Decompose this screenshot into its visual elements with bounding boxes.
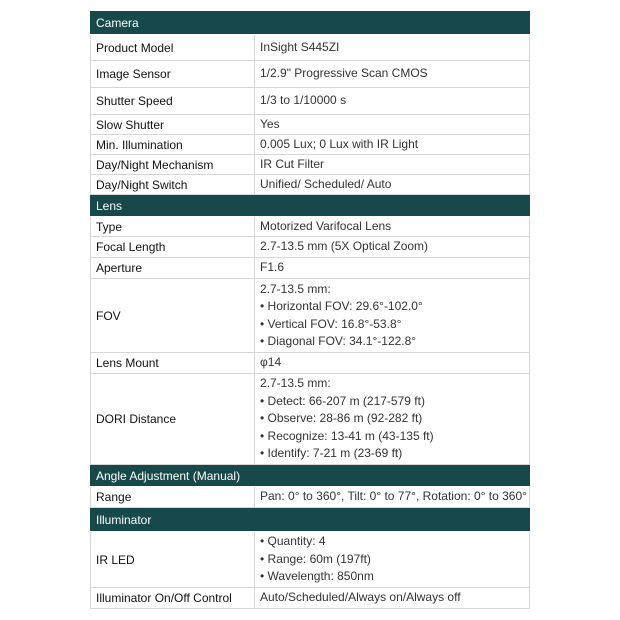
spec-row: [90, 135, 530, 155]
spec-value-line: 1/3 to 1/10000 s: [260, 93, 347, 108]
spec-label: Day/Night Switch: [91, 175, 255, 194]
spec-row: [90, 279, 530, 353]
spec-label: DORI Distance: [91, 374, 255, 464]
spec-label: Slow Shutter: [91, 115, 255, 134]
spec-value-line: • Horizontal FOV: 29.6°-102.0°: [260, 299, 423, 313]
spec-value: [255, 35, 529, 60]
spec-row: [90, 88, 530, 115]
spec-table: [90, 11, 530, 609]
spec-label: Illuminator On/Off Control: [91, 588, 255, 608]
spec-label: FOV: [91, 279, 255, 352]
spec-value-line: • Observe: 28-86 m (92-282 ft): [260, 411, 423, 426]
spec-value-line: • Recognize: 13-41 m (43-135 ft): [260, 428, 434, 443]
spec-row: [90, 532, 530, 588]
spec-value: [255, 217, 529, 236]
spec-value: [255, 487, 529, 507]
spec-value: [255, 155, 529, 174]
section-header-lens: Lens: [90, 195, 530, 217]
spec-value-line: 2.7-13.5 mm (5X Optical Zoom): [260, 239, 429, 254]
spec-row: [90, 258, 530, 279]
spec-label: Type: [91, 217, 255, 236]
spec-label: Shutter Speed: [91, 88, 255, 114]
spec-label: Min. Illumination: [91, 135, 255, 154]
spec-value-line: Unified/ Scheduled/ Auto: [260, 176, 392, 191]
spec-value: [255, 588, 529, 608]
spec-label: Focal Length: [91, 237, 255, 257]
spec-value-line: φ14: [260, 355, 282, 370]
spec-label: Image Sensor: [91, 61, 255, 87]
spec-row: [90, 237, 530, 258]
spec-value-line: • Diagonal FOV: 34.1°-122.8°: [260, 334, 417, 348]
spec-value-line: 1/2.9" Progressive Scan CMOS: [260, 66, 428, 81]
spec-row: [90, 61, 530, 88]
spec-value: [255, 135, 529, 154]
spec-value-line: 0.005 Lux; 0 Lux with IR Light: [260, 136, 419, 151]
spec-value: [255, 175, 529, 194]
spec-row: [90, 115, 530, 135]
spec-value-line: • Wavelength: 850nm: [260, 569, 374, 584]
spec-row: [90, 155, 530, 175]
spec-value: [255, 115, 529, 134]
spec-value: [255, 374, 529, 464]
spec-value-line: • Detect: 66-207 m (217-579 ft): [260, 393, 425, 408]
spec-value: [255, 61, 529, 87]
spec-label: Day/Night Mechanism: [91, 155, 255, 174]
spec-value-line: InSight S445ZI: [260, 39, 340, 54]
spec-value-line: Motorized Varifocal Lens: [260, 218, 392, 233]
spec-label: Aperture: [91, 258, 255, 278]
spec-value-line: 2.7-13.5 mm:: [260, 376, 331, 391]
spec-row: [90, 588, 530, 609]
spec-row: [90, 353, 530, 374]
spec-row: [90, 35, 530, 61]
spec-value: [255, 88, 529, 114]
spec-label: Range: [91, 487, 255, 507]
spec-row: [90, 374, 530, 465]
spec-value-line: Yes: [260, 116, 280, 131]
spec-value: [255, 532, 529, 587]
spec-value-line: • Range: 60m (197ft): [260, 551, 371, 566]
spec-value-line: • Identify: 7-21 m (23-69 ft): [260, 446, 403, 461]
spec-value-line: IR Cut Filter: [260, 156, 325, 171]
section-header-camera: Camera: [90, 11, 530, 35]
spec-value: [255, 353, 529, 373]
section-header-angle-adjustment: Angle Adjustment (Manual): [90, 465, 530, 487]
spec-value-line: Pan: 0° to 360°, Tilt: 0° to 77°, Rotation: 0° to 360°: [260, 489, 527, 504]
spec-value-line: • Quantity: 4: [260, 534, 326, 549]
spec-value-line: • Vertical FOV: 16.8°-53.8°: [260, 316, 402, 331]
spec-value: [255, 279, 529, 352]
spec-value-line: F1.6: [260, 260, 285, 275]
spec-value-line: 2.7-13.5 mm:: [260, 281, 331, 296]
spec-value: [255, 237, 529, 257]
spec-value: [255, 258, 529, 278]
section-header-illuminator: Illuminator: [90, 508, 530, 532]
spec-row: [90, 487, 530, 508]
spec-row: [90, 217, 530, 237]
spec-value-line: Auto/Scheduled/Always on/Always off: [260, 590, 461, 605]
spec-label: Product Model: [91, 35, 255, 60]
spec-label: Lens Mount: [91, 353, 255, 373]
spec-label: IR LED: [91, 532, 255, 587]
spec-row: [90, 175, 530, 195]
